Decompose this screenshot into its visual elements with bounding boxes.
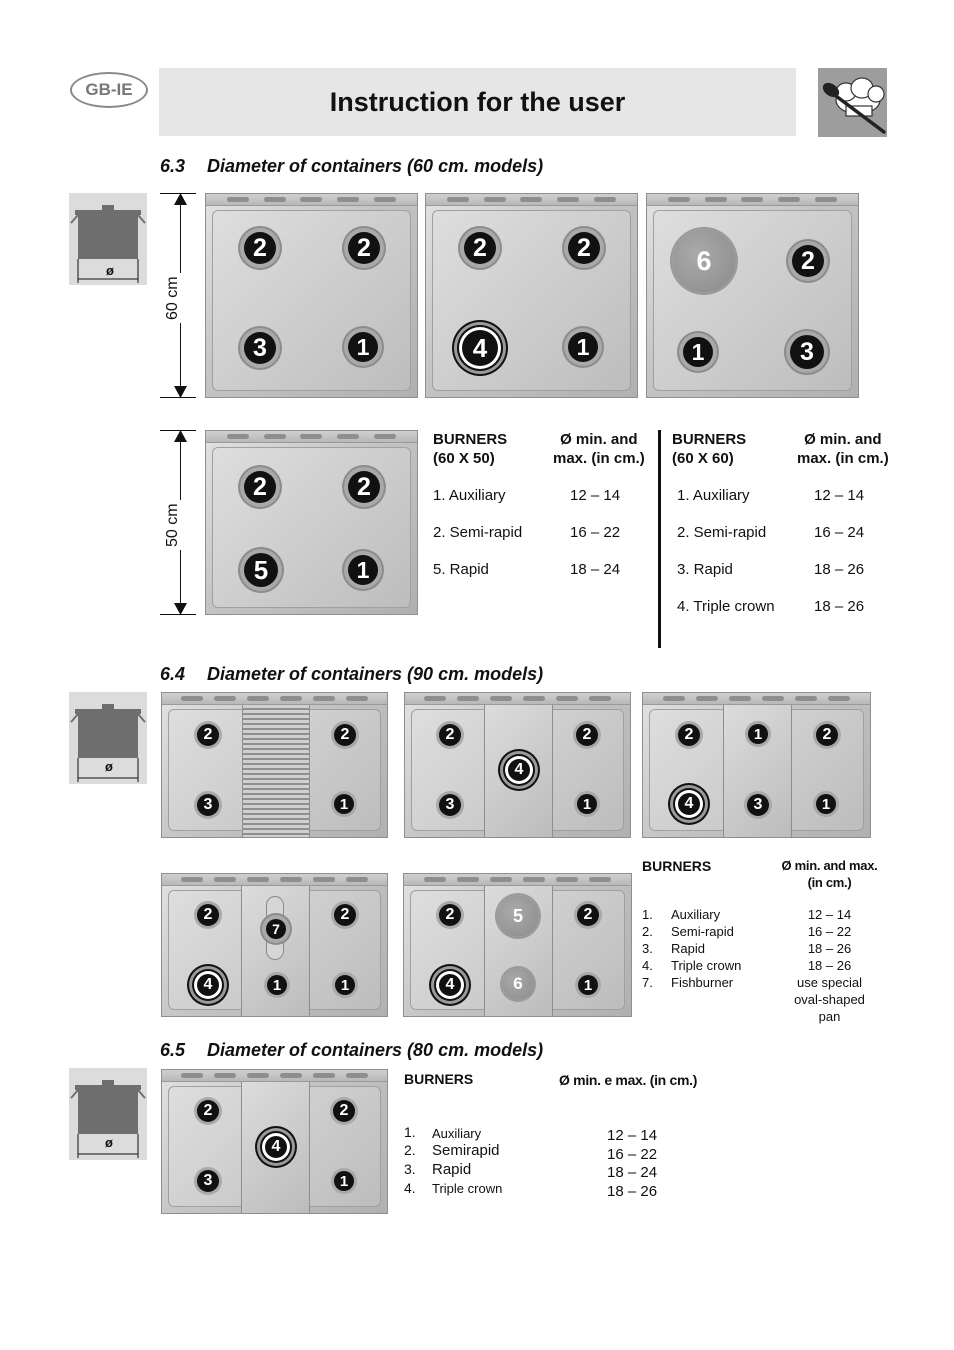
burner: 2 <box>333 1100 355 1122</box>
table-divider <box>658 430 661 648</box>
pot-diameter-icon <box>69 692 147 784</box>
hob-60-diagram <box>425 193 638 398</box>
table-row-number: 4. <box>642 958 653 973</box>
table-row-name: 2. Semi-rapid <box>433 524 523 541</box>
table-row-name: 4. Triple crown <box>677 598 775 615</box>
burner-triple-crown: 4 <box>508 759 530 781</box>
table-row-range: 16 – 22 <box>607 1146 658 1163</box>
burner-triple-crown: 4 <box>265 1136 287 1158</box>
table-row-name: Semi-rapid <box>671 924 734 939</box>
burner: 2 <box>439 724 461 746</box>
dimension-label: 50 cm <box>164 500 182 550</box>
hob-80-diagram <box>161 1069 388 1214</box>
table-row-name: Auxiliary <box>432 1126 482 1141</box>
hob-90-diagram <box>161 873 388 1017</box>
diameter-symbol: ø <box>105 1135 113 1150</box>
section-number: 6.3 <box>160 156 186 176</box>
burner: 2 <box>678 724 700 746</box>
table-burners-90 <box>642 857 892 1027</box>
burner: 2 <box>576 724 598 746</box>
section-heading: Diameter of containers (90 cm. models) <box>207 664 544 684</box>
burner: 1 <box>348 332 378 362</box>
burner: 2 <box>244 232 276 264</box>
chef-hat-spoon-icon <box>818 68 887 137</box>
table-row-number: 3. <box>404 1161 416 1177</box>
table-header-diameter: Ø min. and max. (in cm.) <box>781 858 878 890</box>
burner: 2 <box>334 904 356 926</box>
burner: 2 <box>197 1100 219 1122</box>
section-heading: Diameter of containers (60 cm. models) <box>207 156 544 176</box>
burner: 3 <box>790 335 824 369</box>
burner: 5 <box>244 553 278 587</box>
table-header-burners: BURNERS (60 X 60) <box>672 431 747 467</box>
table-row-name: Triple crown <box>432 1181 503 1196</box>
burner: 3 <box>197 1170 219 1192</box>
burner-triple-crown: 4 <box>678 793 700 815</box>
table-row-range: 16 – 22 <box>807 924 852 939</box>
table-row-name: Rapid <box>671 941 705 956</box>
table-row-range: 18 – 26 <box>807 941 852 956</box>
burner: 1 <box>334 794 354 814</box>
table-row-name: Triple crown <box>671 958 742 973</box>
table-row-name: Auxiliary <box>671 907 721 922</box>
table-row-range: 18 – 26 <box>814 561 865 578</box>
table-row-range: 16 – 22 <box>570 524 621 541</box>
table-header-diameter: Ø min. and max. (in cm.) <box>553 431 645 467</box>
hob-50-diagram <box>205 430 418 615</box>
burner: 1 <box>348 555 378 585</box>
table-header-burners: BURNERS <box>642 858 712 874</box>
burner: 3 <box>244 332 276 364</box>
table-row-range: 18 – 24 <box>607 1164 658 1181</box>
table-row-number: 2. <box>642 924 653 939</box>
section-number: 6.5 <box>160 1040 186 1060</box>
burner-large: 6 <box>502 968 534 1000</box>
burner-large: 5 <box>497 895 539 937</box>
burner: 2 <box>334 724 356 746</box>
hob-90-diagram <box>161 692 388 838</box>
hob-90-diagram <box>404 692 631 838</box>
table-row-number: 1. <box>642 907 653 922</box>
table-row-range: 12 – 14 <box>807 907 852 922</box>
pot-diameter-icon <box>69 1068 147 1160</box>
table-row-name: Rapid <box>432 1161 472 1178</box>
burner: 2 <box>464 232 496 264</box>
burner: 1 <box>748 724 768 744</box>
table-row-range: 12 – 14 <box>570 487 621 504</box>
table-row-range: 12 – 14 <box>814 487 865 504</box>
table-row-number: 2. <box>404 1142 416 1158</box>
table-header-diameter: Ø min. and max. (in cm.) <box>797 431 889 467</box>
burner: 2 <box>244 471 276 503</box>
burner: 1 <box>334 1171 354 1191</box>
burner-triple-crown: 4 <box>439 974 461 996</box>
burner: 1 <box>267 975 287 995</box>
table-row-number: 7. <box>642 975 653 990</box>
dimension-label: 60 cm <box>164 273 182 323</box>
burner: 1 <box>335 975 355 995</box>
section-title-6-4 <box>160 664 543 685</box>
table-burners-60x60 <box>672 430 892 630</box>
table-header-burners: BURNERS (60 X 50) <box>433 431 508 467</box>
table-row-name: 5. Rapid <box>433 561 489 578</box>
table-row-name: 1. Auxiliary <box>677 487 750 504</box>
burner: 2 <box>816 724 838 746</box>
burner: 1 <box>568 332 598 362</box>
burner: 3 <box>747 794 769 816</box>
burner: 2 <box>792 245 824 277</box>
hob-60-diagram <box>646 193 859 398</box>
table-row-range: use special <box>796 975 863 990</box>
dimension-60cm <box>160 193 200 398</box>
table-header-diameter: Ø min. e max. (in cm.) <box>559 1072 698 1088</box>
burner: 2 <box>348 232 380 264</box>
burner: 2 <box>439 904 461 926</box>
section-title-6-3 <box>160 156 543 177</box>
table-burners-60x50 <box>433 430 648 600</box>
hob-90-diagram <box>403 873 632 1017</box>
pot-diameter-icon <box>69 193 147 285</box>
page-title: Instruction for the user <box>329 86 626 117</box>
fishburner: 7 <box>266 919 286 939</box>
burner: 1 <box>578 975 598 995</box>
table-row-number: 3. <box>642 941 653 956</box>
dimension-50cm <box>160 430 200 615</box>
section-number: 6.4 <box>160 664 186 684</box>
burner: 1 <box>577 794 597 814</box>
hob-90-diagram <box>642 692 871 838</box>
table-row-name: Fishburner <box>671 975 734 990</box>
table-row-range: 18 – 24 <box>570 561 621 578</box>
burner: 1 <box>816 794 836 814</box>
burner: 3 <box>439 794 461 816</box>
table-burners-80 <box>404 1070 744 1205</box>
table-note: pan <box>818 1009 841 1024</box>
table-row-range: 18 – 26 <box>807 958 852 973</box>
burner-triple-crown: 4 <box>197 974 219 996</box>
diameter-symbol: ø <box>105 759 113 774</box>
griddle-plate <box>242 705 310 837</box>
burner-large: 6 <box>672 229 736 293</box>
table-row-name: Semirapid <box>432 1142 500 1159</box>
diameter-symbol: ø <box>106 263 114 278</box>
table-row-name: 3. Rapid <box>677 561 733 578</box>
burner: 2 <box>348 471 380 503</box>
burner: 2 <box>197 904 219 926</box>
table-row-range: 16 – 24 <box>814 524 865 541</box>
table-row-number: 4. <box>404 1180 416 1196</box>
table-row-range: 12 – 14 <box>607 1127 658 1144</box>
burner: 3 <box>197 794 219 816</box>
region-badge: GB-IE <box>70 72 148 108</box>
section-heading: Diameter of containers (80 cm. models) <box>207 1040 544 1060</box>
burner: 2 <box>197 724 219 746</box>
table-row-name: 2. Semi-rapid <box>677 524 767 541</box>
table-row-range: 18 – 26 <box>607 1183 658 1200</box>
table-header-burners: BURNERS <box>404 1071 474 1087</box>
table-row-range: 18 – 26 <box>814 598 865 615</box>
table-row-number: 1. <box>404 1124 416 1140</box>
table-row-name: 1. Auxiliary <box>433 487 506 504</box>
burner-triple-crown: 4 <box>462 330 498 366</box>
burner: 2 <box>568 232 600 264</box>
header-bar <box>159 68 796 136</box>
table-note: oval-shaped <box>794 992 865 1007</box>
burner: 1 <box>683 337 713 367</box>
burner: 2 <box>577 904 599 926</box>
hob-60-diagram <box>205 193 418 398</box>
section-title-6-5 <box>160 1040 543 1061</box>
